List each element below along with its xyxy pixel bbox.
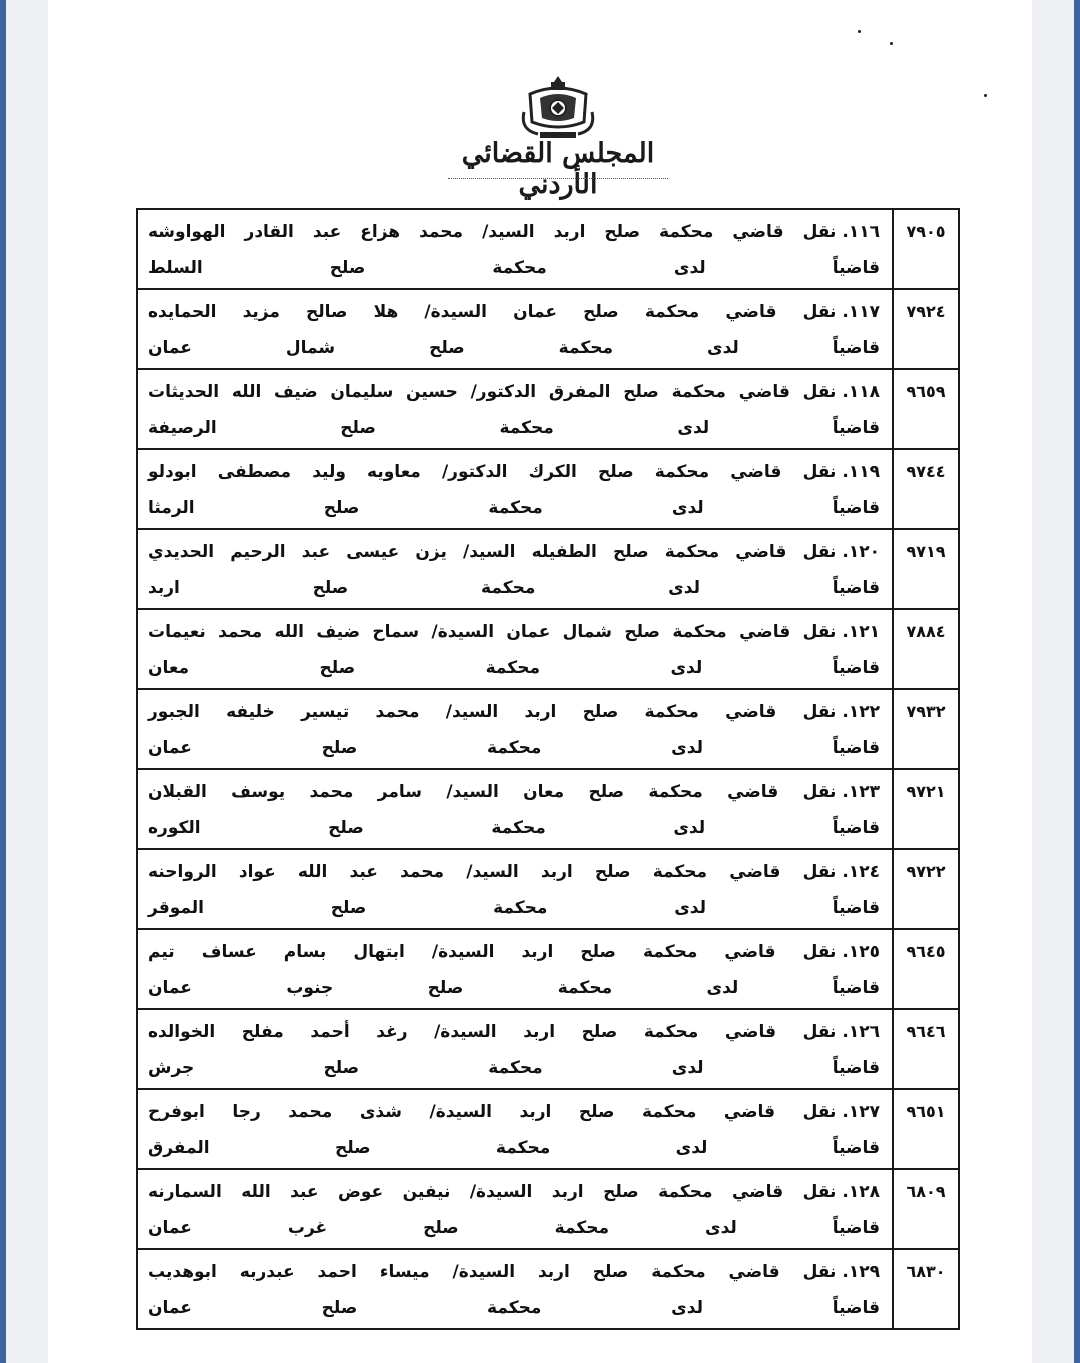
transfer-line [138,619,892,645]
destination-line: قاضياً لدى محكمة صلح المفرق [148,1138,880,1158]
transfer-line [138,699,892,725]
transfer-description: نقل قاضي محكمة صلح الكرك الدكتور/ معاويه وليد مصطفى ابودلو [148,462,837,482]
table-row [137,1009,959,1089]
transfer-line [138,539,892,565]
transfer-line [138,1099,892,1125]
destination-line: قاضياً لدى محكمة صلح الكوره [148,818,880,838]
destination-line: قاضياً لدى محكمة صلح الرصيفة [148,418,880,438]
item-number: ١١٧. [842,302,880,322]
table-row [137,929,959,1009]
item-number: ١٢٤. [842,862,880,882]
table-row [137,609,959,689]
destination-line: قاضياً لدى محكمة صلح الرمثا [148,498,880,518]
window-frame-right [1074,0,1080,1363]
transfer-text-cell [137,769,893,849]
table-row [137,849,959,929]
item-number: ١٢٩. [842,1262,880,1282]
destination-line: قاضياً لدى محكمة صلح معان [148,658,880,678]
transfer-line [138,219,892,245]
item-number: ١٢٧. [842,1102,880,1122]
transfer-description: نقل قاضي محكمة صلح اربد السيدة/ رغد أحمد مفلح الخوالده [148,1022,837,1042]
item-number: ١٢٦. [842,1022,880,1042]
judge-id-cell: ٩٦٥٩ [893,369,959,449]
table-row [137,209,959,289]
transfer-description: نقل قاضي محكمة صلح اربد السيد/ محمد هزاع عبد القادر الهواوشه [148,222,837,242]
transfer-line [138,379,892,405]
destination-line: قاضياً لدى محكمة صلح عمان [148,738,880,758]
document-page [48,0,1032,1363]
council-name-underline [448,178,668,185]
destination-line: قاضياً لدى محكمة صلح الموقر [148,898,880,918]
transfer-description: نقل قاضي محكمة صلح اربد السيدة/ نيفين عوض عبد الله السمارنه [148,1182,837,1202]
destination-line: قاضياً لدى محكمة صلح عمان [148,1298,880,1318]
coat-of-arms-logo [518,72,598,142]
transfer-description: نقل قاضي محكمة صلح المفرق الدكتور/ حسين سليمان ضيف الله الحديثات [148,382,837,402]
transfer-text-cell [137,849,893,929]
transfer-description: نقل قاضي محكمة صلح اربد السيدة/ شذى محمد رجا ابوفرح [148,1102,837,1122]
viewer-gutter-left [6,0,48,1363]
transfer-description: نقل قاضي محكمة صلح الطفيله السيد/ يزن عيسى عبد الرحيم الحديدي [148,542,837,562]
judge-id-cell: ٩٦٥١ [893,1089,959,1169]
viewer-gutter-right [1032,0,1074,1363]
judge-id-cell: ٩٧٤٤ [893,449,959,529]
item-number: ١١٩. [842,462,880,482]
judge-id-cell: ٩٦٤٦ [893,1009,959,1089]
transfer-text-cell [137,369,893,449]
item-number: ١٢٢. [842,702,880,722]
transfer-line [138,859,892,885]
scan-speck [890,42,893,45]
judge-id-cell: ٧٩٠٥ [893,209,959,289]
transfer-text-cell [137,209,893,289]
table-row [137,369,959,449]
judge-id-cell: ٦٨٠٩ [893,1169,959,1249]
transfer-line [138,459,892,485]
transfer-line [138,1179,892,1205]
table-row [137,1089,959,1169]
transfer-description: نقل قاضي محكمة صلح عمان السيدة/ هلا صالح مزيد الحمايده [148,302,837,322]
judge-id-cell: ٩٦٤٥ [893,929,959,1009]
transfer-description: نقل قاضي محكمة صلح اربد السيد/ محمد عبد الله عواد الرواحنه [148,862,837,882]
judge-id-cell: ٧٩٢٤ [893,289,959,369]
item-number: ١٢١. [842,622,880,642]
transfer-line [138,779,892,805]
transfer-line [138,1259,892,1285]
table-row [137,1169,959,1249]
judge-id-cell: ٧٨٨٤ [893,609,959,689]
transfer-text-cell [137,929,893,1009]
destination-line: قاضياً لدى محكمة صلح اربد [148,578,880,598]
transfer-line [138,299,892,325]
transfer-description: نقل قاضي محكمة صلح معان السيد/ سامر محمد يوسف القبلان [148,782,837,802]
transfer-text-cell [137,609,893,689]
judge-id-cell: ٦٨٣٠ [893,1249,959,1329]
judge-id-cell: ٩٧٢١ [893,769,959,849]
transfers-table [136,208,960,1330]
council-name-title: المجلس القضائي الأردني [461,138,655,200]
item-number: ١٢٠. [842,542,880,562]
item-number: ١١٨. [842,382,880,402]
table-row [137,529,959,609]
transfer-description: نقل قاضي محكمة صلح اربد السيدة/ ابتهال بسام عساف تيم [148,942,837,962]
table-row [137,689,959,769]
destination-line: قاضياً لدى محكمة صلح السلط [148,258,880,278]
transfer-text-cell [137,1089,893,1169]
transfer-text-cell [137,689,893,769]
judge-id-cell: ٩٧٢٢ [893,849,959,929]
scan-speck [858,30,861,33]
transfer-line [138,939,892,965]
transfer-line [138,1019,892,1045]
item-number: ١٢٥. [842,942,880,962]
transfer-text-cell [137,1249,893,1329]
transfer-description: نقل قاضي محكمة صلح اربد السيدة/ ميساء احمد عبدربه ابوهديب [148,1262,837,1282]
transfer-text-cell [137,1169,893,1249]
destination-line: قاضياً لدى محكمة صلح جنوب عمان [148,978,880,998]
destination-line: قاضياً لدى محكمة صلح غرب عمان [148,1218,880,1238]
table-row [137,289,959,369]
item-number: ١٢٣. [842,782,880,802]
transfer-text-cell [137,1009,893,1089]
scan-speck [984,94,987,97]
table-row [137,449,959,529]
transfer-text-cell [137,529,893,609]
transfer-description: نقل قاضي محكمة صلح شمال عمان السيدة/ سماح ضيف الله محمد نعيمات [148,622,837,642]
transfer-description: نقل قاضي محكمة صلح اربد السيد/ محمد تيسير خليفه الجبور [148,702,837,722]
judge-id-cell: ٩٧١٩ [893,529,959,609]
transfer-text-cell [137,449,893,529]
destination-line: قاضياً لدى محكمة صلح جرش [148,1058,880,1078]
table-row [137,1249,959,1329]
destination-line: قاضياً لدى محكمة صلح شمال عمان [148,338,880,358]
item-number: ١٢٨. [842,1182,880,1202]
table-row [137,769,959,849]
judge-id-cell: ٧٩٣٢ [893,689,959,769]
transfer-text-cell [137,289,893,369]
item-number: ١١٦. [842,222,880,242]
